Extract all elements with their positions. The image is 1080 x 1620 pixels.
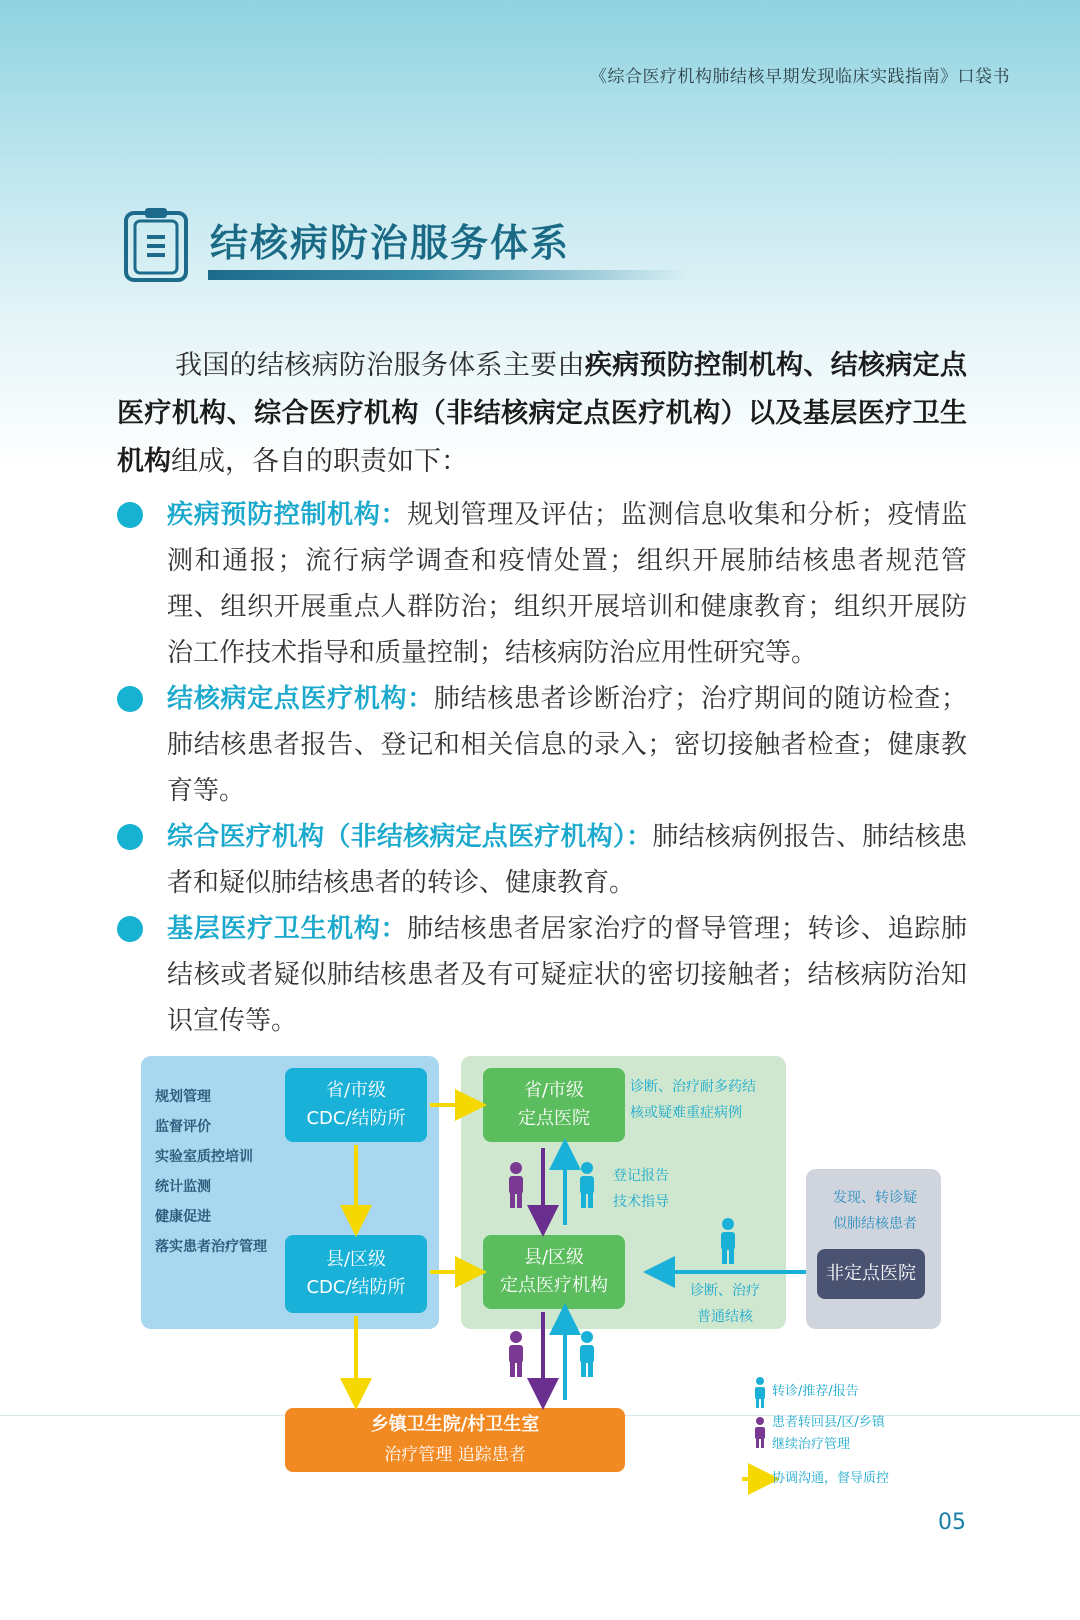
box-line: 治疗管理 追踪患者	[384, 1445, 526, 1465]
blue-person-icon	[580, 1331, 594, 1377]
book-title: 《综合医疗机构肺结核早期发现临床实践指南》口袋书	[590, 67, 1010, 87]
note-line: 普通结核	[697, 1309, 753, 1325]
cdc-duty: 实验室质控培训	[155, 1149, 253, 1165]
duty-item	[117, 814, 967, 906]
duty-label: 基层医疗卫生机构：	[167, 914, 408, 944]
intro-part2: 组成，各自的职责如下：	[171, 446, 468, 477]
township-box	[285, 1408, 625, 1472]
box-line: 定点医疗机构	[500, 1275, 608, 1296]
note-mdr	[630, 1074, 790, 1126]
section-title: 结核病防治服务体系	[210, 221, 571, 265]
box-line: 定点医院	[518, 1108, 590, 1129]
duty-text: 肺结核病例报告、肺结核患者和疑似肺结核患者的转诊、健康教育。	[167, 822, 967, 898]
note-line: 技术指导	[613, 1194, 669, 1210]
bullet-dot-icon	[117, 502, 143, 528]
duty-label: 综合医疗机构（非结核病定点医疗机构）：	[167, 822, 653, 852]
cdc-county-box	[285, 1235, 427, 1313]
cdc-provincial-box	[285, 1068, 427, 1142]
box-line: 非定点医院	[826, 1263, 916, 1284]
box-line: CDC/结防所	[306, 1277, 406, 1298]
box-line: 县/区级	[523, 1247, 585, 1268]
duty-item	[117, 676, 967, 814]
duty-text: 肺结核患者诊断治疗；治疗期间的随访检查；肺结核患者报告、登记和相关信息的录入；密切接触者检查；健康教育等。	[167, 684, 967, 806]
note-line: 核或疑难重症病例	[630, 1105, 742, 1121]
legend-item-return-line2: 继续治疗管理	[772, 1437, 851, 1452]
legend-item-coordinate: 协调沟通，督导质控	[772, 1471, 890, 1486]
legend-item-return-line1: 患者转回县/区/乡镇	[772, 1415, 885, 1430]
cdc-duty: 落实患者治疗管理	[155, 1239, 267, 1255]
intro-part1: 我国的结核病防治服务体系主要由	[175, 350, 585, 381]
note-line: 发现、转诊疑	[833, 1190, 917, 1206]
duty-item	[117, 906, 967, 1044]
cdc-duty: 统计监测	[155, 1179, 211, 1195]
cdc-duty: 规划管理	[155, 1089, 211, 1105]
duty-item	[117, 492, 967, 676]
note-line: 似肺结核患者	[833, 1216, 917, 1232]
legend-purple-person-icon	[755, 1417, 765, 1448]
title-underline	[208, 270, 688, 280]
bullet-dot-icon	[117, 916, 143, 942]
note-diagnose	[690, 1278, 760, 1330]
duty-text: 规划管理及评估；监测信息收集和分析；疫情监测和通报；流行病学调查和疫情处置；组织开展肺结核患者规范管理、组织开展重点人群防治；组织开展培训和健康教育；组织开展防治工作技术指导和质量控制；结核病防治应用性研究等。	[167, 500, 967, 668]
box-line: CDC/结防所	[306, 1108, 406, 1129]
box-line: 乡镇卫生院/村卫生室	[370, 1414, 540, 1435]
duties-list	[117, 492, 967, 1044]
note-line: 诊断、治疗	[690, 1283, 760, 1299]
duty-label: 疾病预防控制机构：	[167, 500, 408, 530]
bullet-dot-icon	[117, 686, 143, 712]
box-line: 县/区级	[325, 1249, 387, 1270]
note-line: 登记报告	[613, 1168, 669, 1184]
duty-label: 结核病定点医疗机构：	[167, 684, 434, 714]
box-line: 省/市级	[523, 1080, 585, 1101]
legend-blue-person-icon	[755, 1377, 765, 1408]
clipboard-icon	[123, 205, 189, 283]
duty-text: 肺结核患者居家治疗的督导管理；转诊、追踪肺结核或者疑似肺结核患者及有可疑症状的密切接触者；结核病防治知识宣传等。	[167, 914, 967, 1036]
note-found	[820, 1185, 930, 1237]
hospital-county-box	[483, 1235, 625, 1309]
page-number: 05	[938, 1510, 966, 1535]
hospital-provincial-box	[483, 1068, 625, 1142]
non-designated-hospital-box	[817, 1249, 925, 1299]
note-register	[613, 1163, 669, 1215]
intro-paragraph	[117, 342, 967, 486]
cdc-duty: 监督评价	[155, 1119, 211, 1135]
intro-bold: 疾病预防控制机构、结核病定点医疗机构、综合医疗机构（非结核病定点医疗机构）以及基层医疗卫生机构	[117, 350, 968, 477]
cdc-duties-list	[155, 1082, 267, 1262]
legend-item-referral: 转诊/推荐/报告	[772, 1384, 859, 1399]
box-line: 省/市级	[325, 1080, 387, 1101]
bullet-dot-icon	[117, 824, 143, 850]
cdc-duty: 健康促进	[155, 1209, 211, 1225]
purple-person-icon	[509, 1331, 523, 1377]
note-line: 诊断、治疗耐多药结	[630, 1079, 756, 1095]
